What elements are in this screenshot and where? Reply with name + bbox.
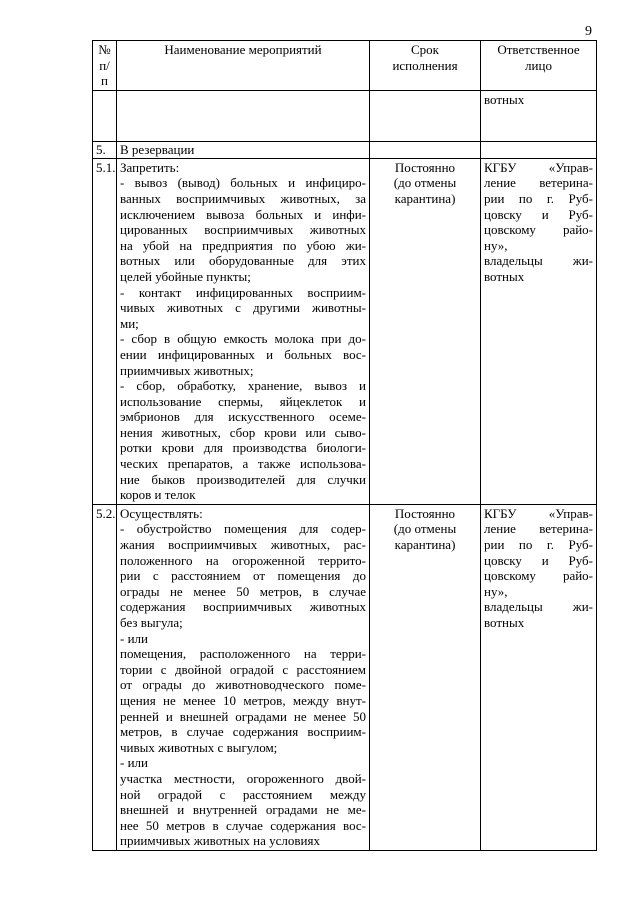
section-resp <box>481 141 597 158</box>
cell-line: участка местности, огороженного двой- <box>120 770 366 786</box>
cell-line: рии с расстоянием от помещения до <box>120 568 366 584</box>
continuation-row <box>93 90 597 141</box>
cell-line: - или <box>120 755 148 771</box>
row-resp <box>481 158 597 504</box>
cell-line: цовску и Руб- <box>484 206 593 222</box>
table-row-5-2 <box>93 504 597 850</box>
header-term <box>370 41 481 91</box>
cell-line: целей убойные пункты; <box>120 268 251 284</box>
cell-line: Запретить: <box>120 159 180 175</box>
cell-line: приимчивых животных; <box>120 362 254 378</box>
table-row-5-1 <box>93 158 597 504</box>
cell-line: коров и телок <box>120 487 196 503</box>
table-header-row <box>93 41 597 91</box>
cell-line: - сбор, обработку, хранение, вывоз и <box>120 378 366 394</box>
cell-line: эмбрионов для искусственного осеме- <box>120 409 366 425</box>
header-num-line: № <box>98 42 111 57</box>
row-term <box>370 504 481 850</box>
header-term-line: Срок <box>411 42 439 57</box>
cell-line: цовску и Руб- <box>484 552 593 568</box>
cell-line: использование спермы, яйцеклеток и <box>120 393 366 409</box>
cell-line: нее 50 метров в случае содержания вос- <box>120 817 366 833</box>
cell-line: ческих препаратов, а также использова- <box>120 456 366 472</box>
cell-line: ограды не менее 50 метров, в случае <box>120 583 366 599</box>
cell-line: карантина) <box>394 537 456 553</box>
cell-line: ванных восприимчивых животных, за <box>120 190 366 206</box>
cell-line: КГБУ «Управ- <box>484 505 593 521</box>
header-resp-line: Ответственное <box>497 42 580 57</box>
cell-line: внешней и внутренней оградами не ме- <box>120 802 366 818</box>
cell-line: от ограды до животноводческого поме- <box>120 677 366 693</box>
cell-line: рии по г. Руб- <box>484 190 593 206</box>
cell-line: владельцы жи- <box>484 253 593 269</box>
cell-line: приимчивых животных на условиях <box>120 833 320 849</box>
cell-line: ние быков производителей для случки <box>120 471 366 487</box>
header-name-text: Наименование мероприятий <box>164 42 322 57</box>
cell-line: Постоянно <box>394 505 456 521</box>
cell-line: ренней и внешней оградами не менее 50 <box>120 708 366 724</box>
cell-line: без выгула; <box>120 615 183 630</box>
cell-line: жания восприимчивых животных, рас- <box>120 537 366 553</box>
continuation-term <box>370 90 481 141</box>
cell-line: ну», <box>484 237 508 253</box>
cell-line: - вывоз (вывод) больных и инфициро- <box>120 175 366 191</box>
cell-line: исключением вывоза больных и инфи- <box>120 206 366 222</box>
cell-line: ну», <box>484 583 508 599</box>
header-resp-line: лицо <box>525 57 552 73</box>
cell-line: Постоянно <box>394 159 456 175</box>
cell-line: - или <box>120 630 148 646</box>
section-num: 5. <box>93 141 117 158</box>
cell-line: положенного на огороженной террито- <box>120 552 366 568</box>
cell-line: чивых животных с другими животны- <box>120 300 366 316</box>
cell-line: вотных <box>484 268 525 284</box>
row-num: 5.2. <box>93 504 117 850</box>
cell-line: - сбор в общую емкость молока при до- <box>120 331 366 347</box>
cell-line: (до отмены <box>393 175 457 191</box>
cell-line: метров, в случае содержания восприим- <box>120 724 366 740</box>
cell-line: (до отмены <box>393 521 457 537</box>
page-number: 9 <box>585 24 592 39</box>
section-row <box>93 141 597 158</box>
cell-line: ротки крови для производства биологи- <box>120 440 366 456</box>
row-num: 5.1. <box>93 158 117 504</box>
cell-line: ление ветерина- <box>484 175 593 191</box>
row-text <box>117 158 370 504</box>
header-num <box>93 41 117 91</box>
header-term-line: исполнения <box>392 57 458 73</box>
continuation-num <box>93 90 117 141</box>
cell-line: цовскому райо- <box>484 568 593 584</box>
row-text <box>117 504 370 850</box>
cell-line: владельцы жи- <box>484 599 593 615</box>
row-term <box>370 158 481 504</box>
row-resp <box>481 504 597 850</box>
cell-line: тории с двойной оградой с расстоянием <box>120 661 366 677</box>
cell-line: - обустройство помещения для содер- <box>120 521 366 537</box>
header-name <box>117 41 370 91</box>
header-num-line: п/п <box>99 57 110 89</box>
cell-line: цовскому райо- <box>484 222 593 238</box>
section-term <box>370 141 481 158</box>
continuation-name <box>117 90 370 141</box>
cell-line: ной оградой с расстоянием между <box>120 786 366 802</box>
cell-line: ми; <box>120 315 139 331</box>
cell-line: вотных или оборудованные для этих <box>120 253 366 269</box>
cell-line: - контакт инфицированных восприим- <box>120 284 366 300</box>
cell-line: КГБУ «Управ- <box>484 159 593 175</box>
section-title: В резервации <box>117 141 370 158</box>
cell-line: вотных <box>484 615 525 630</box>
cell-line: рии по г. Руб- <box>484 537 593 553</box>
cell-line: нения животных, сбор крови или сыво- <box>120 424 366 440</box>
cell-line: щения не менее 10 метров, между внут- <box>120 692 366 708</box>
cell-line: помещения, расположенного на терри- <box>120 646 366 662</box>
cell-line: на убой на предприятия по убою жи- <box>120 237 366 253</box>
cell-line: Осуществлять: <box>120 505 203 521</box>
cell-line: чивых животных с выгулом; <box>120 739 278 755</box>
cell-line: цированных восприимчивых животных <box>120 222 366 238</box>
continuation-resp-text: вотных <box>484 91 525 107</box>
continuation-resp <box>481 90 597 141</box>
cell-line: содержания восприимчивых животных <box>120 599 366 615</box>
cell-line: ении инфицированных и больных вос- <box>120 346 366 362</box>
cell-line: ление ветерина- <box>484 521 593 537</box>
cell-line: карантина) <box>394 190 456 206</box>
header-resp <box>481 41 597 91</box>
measures-table <box>92 40 597 851</box>
